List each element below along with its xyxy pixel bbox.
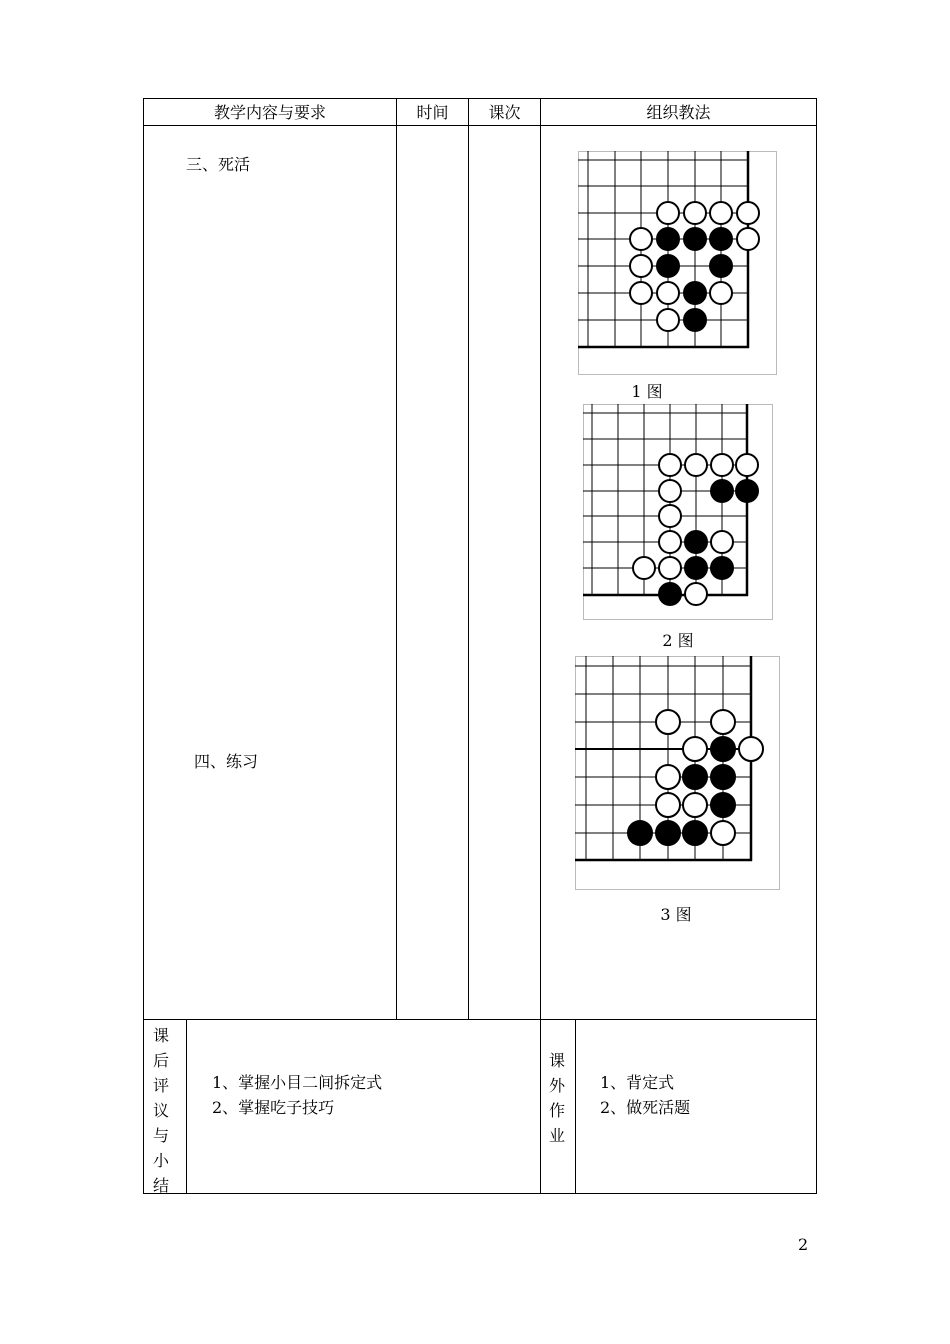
table-row-divider xyxy=(143,1019,817,1020)
table-right-border xyxy=(816,98,817,1194)
homework-item: 1、背定式 xyxy=(600,1073,675,1092)
section-life-death: 三、死活 xyxy=(186,155,251,174)
homework-label-char: 外 xyxy=(548,1076,565,1095)
review-item: 1、掌握小目二间拆定式 xyxy=(212,1073,383,1092)
homework-label-char: 课 xyxy=(548,1051,565,1070)
header-content: 教学内容与要求 xyxy=(213,103,326,122)
header-time: 时间 xyxy=(416,103,449,122)
review-label-char: 与 xyxy=(152,1126,169,1145)
figure-3-caption: 3 图 xyxy=(660,905,692,924)
review-label-char: 后 xyxy=(152,1051,169,1070)
review-label-char: 议 xyxy=(152,1101,169,1120)
section-practice: 四、练习 xyxy=(194,752,259,771)
table-header-bottom xyxy=(143,125,817,126)
review-label-char: 结 xyxy=(152,1176,169,1195)
homework-label-char: 作 xyxy=(548,1101,565,1120)
col-divider-2 xyxy=(468,98,469,1020)
review-item: 2、掌握吃子技巧 xyxy=(212,1098,335,1117)
go-board-figure-2 xyxy=(583,404,773,620)
table-left-border xyxy=(143,98,144,1194)
review-label-char: 评 xyxy=(152,1076,169,1095)
homework-label-divider xyxy=(575,1019,576,1194)
col-divider-1 xyxy=(396,98,397,1020)
figure-2-caption: 2 图 xyxy=(662,631,694,650)
figure-1-caption: 1 图 xyxy=(631,382,663,401)
header-method: 组织教法 xyxy=(646,103,711,122)
col-divider-3 xyxy=(540,98,541,1194)
page-number: 2 xyxy=(798,1235,809,1254)
homework-item: 2、做死活题 xyxy=(600,1098,691,1117)
table-top-border xyxy=(143,98,817,99)
header-lesson: 课次 xyxy=(488,103,521,122)
review-label-divider xyxy=(186,1019,187,1194)
review-label-char: 课 xyxy=(152,1026,169,1045)
table-bottom-border xyxy=(143,1193,817,1194)
go-board-figure-1 xyxy=(578,151,777,375)
homework-label-char: 业 xyxy=(548,1126,565,1145)
review-label-char: 小 xyxy=(152,1151,169,1170)
go-board-figure-3 xyxy=(575,656,780,890)
